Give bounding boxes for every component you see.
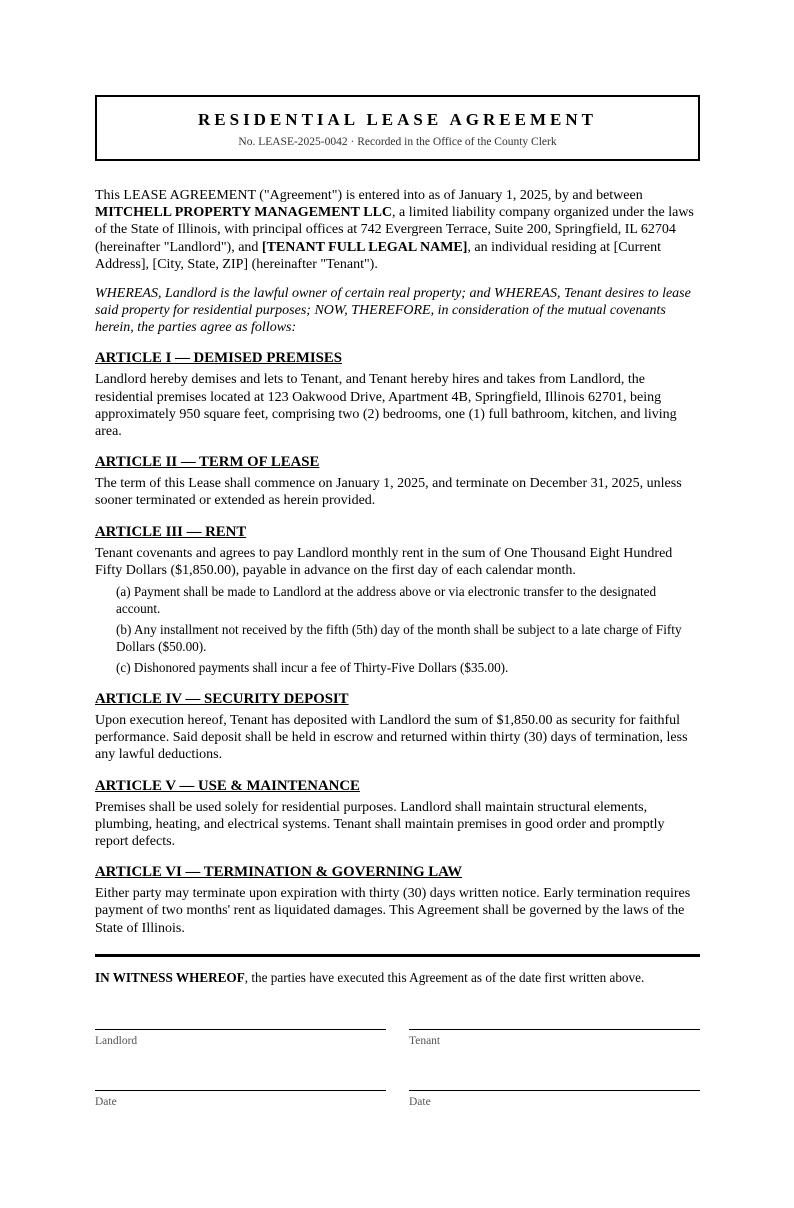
intro-text-3: , an individual residing at [Current Address], [City, State, ZIP] (hereinafter "Tenant"). [95, 239, 662, 272]
article-section-demised-premises [95, 349, 700, 440]
witness-clause [95, 970, 700, 986]
tenant-name-placeholder: [TENANT FULL LEGAL NAME] [261, 239, 468, 255]
article-heading: ARTICLE V — USE & MAINTENANCE [95, 777, 360, 794]
article-body: Upon execution hereof, Tenant has deposited with Landlord the sum of $1,850.00 as security for faithful performance. Said deposit shall be held in escrow and returned within thirty (30) days of termination, less any lawful deductions. [95, 713, 688, 763]
tenant-signature-label: Tenant [409, 1034, 441, 1047]
intro-text-2: , a limited liability company organized under the laws of the State of Illinois, with principal offices at 742 Evergreen Terrace, Suite 200, Springfield, IL 62704 (hereinafter "Landlord"), and [95, 205, 694, 255]
article-heading: ARTICLE I — DEMISED PREMISES [95, 350, 342, 367]
rent-subclauses [116, 584, 700, 677]
landlord-date-label: Date [95, 1095, 117, 1108]
signature-divider-rule [95, 954, 700, 957]
subclause-c: (c) Dishonored payments shall incur a fee of Thirty-Five Dollars ($35.00). [116, 660, 509, 676]
article-heading: ARTICLE VI — TERMINATION & GOVERNING LAW [95, 864, 462, 881]
landlord-signature-label: Landlord [95, 1034, 138, 1047]
witness-clause-rest: , the parties have executed this Agreement as of the date first written above. [244, 969, 645, 985]
witness-clause-bold: IN WITNESS WHEREOF [95, 969, 245, 985]
article-heading: ARTICLE IV — SECURITY DEPOSIT [95, 691, 349, 707]
tenant-date-label: Date [409, 1095, 431, 1108]
landlord-date-line [95, 1090, 386, 1091]
subclause-a: (a) Payment shall be made to Landlord at the address above or via electronic transfer to the designated account. [116, 584, 657, 616]
article-body: Tenant covenants and agrees to pay Landlord monthly rent in the sum of One Thousand Eight Hundred Fifty Dollars ($1,850.00), payable in advance on the first day of each calendar month. [95, 545, 673, 578]
article-section-termination-governing-law [95, 863, 700, 937]
document-number-line: No. LEASE-2025-0042 · Recorded in the Office of the County Clerk [238, 136, 557, 148]
signature-row-parties [95, 1029, 700, 1048]
document-title: RESIDENTIAL LEASE AGREEMENT [198, 110, 597, 129]
document-header-box [95, 95, 700, 161]
recitals-paragraph: WHEREAS, Landlord is the lawful owner of certain real property; and WHEREAS, Tenant desires to lease said property for residential purposes; NOW, THEREFORE, in consideration of the mutual covenants herein, the parties agree as follows: [95, 286, 691, 335]
landlord-signature-line [95, 1029, 386, 1030]
subclause-b: (b) Any installment not received by the fifth (5th) day of the month shall be subject to a late charge of Fifty Dollars ($50.00). [116, 622, 682, 654]
article-body: Landlord hereby demises and lets to Tenant, and Tenant hereby hires and takes from Landlord, the residential premises located at 123 Oakwood Drive, Apartment 4B, Springfield, Illinois 62701, being approximately 950 square feet, comprising two (2) bedrooms, one (1) full bathroom, kitchen, and living area. [95, 372, 677, 440]
tenant-date-line [409, 1090, 700, 1091]
article-section-rent [95, 523, 700, 677]
intro-paragraph [95, 187, 700, 273]
landlord-name: MITCHELL PROPERTY MANAGEMENT LLC [95, 205, 393, 221]
article-section-security-deposit [95, 690, 700, 764]
tenant-signature-block [409, 1029, 700, 1048]
article-section-term-of-lease [95, 453, 700, 509]
article-heading: ARTICLE II — TERM OF LEASE [95, 454, 320, 471]
landlord-signature-block [95, 1029, 386, 1048]
intro-text-1: This LEASE AGREEMENT ("Agreement") is entered into as of January 1, 2025, by and between [95, 188, 643, 203]
landlord-date-block [95, 1090, 386, 1109]
tenant-signature-line [409, 1029, 700, 1030]
article-body: Either party may terminate upon expiration with thirty (30) days written notice. Early termination requires payment of two months' rent as liquidated damages. This Agreement shall be governed by the laws of the State of Illinois. [95, 886, 691, 936]
document-content [95, 95, 700, 1109]
tenant-date-block [409, 1090, 700, 1109]
article-body: The term of this Lease shall commence on January 1, 2025, and terminate on December 31, 2025, unless sooner terminated or extended as herein provided. [95, 476, 682, 509]
article-heading: ARTICLE III — RENT [95, 523, 247, 540]
signature-row-dates [95, 1090, 700, 1109]
article-section-use-maintenance [95, 777, 700, 851]
article-body: Premises shall be used solely for residential purposes. Landlord shall maintain structural elements, plumbing, heating, and electrical systems. Tenant shall maintain premises in good order and promptly report defects. [95, 799, 665, 850]
